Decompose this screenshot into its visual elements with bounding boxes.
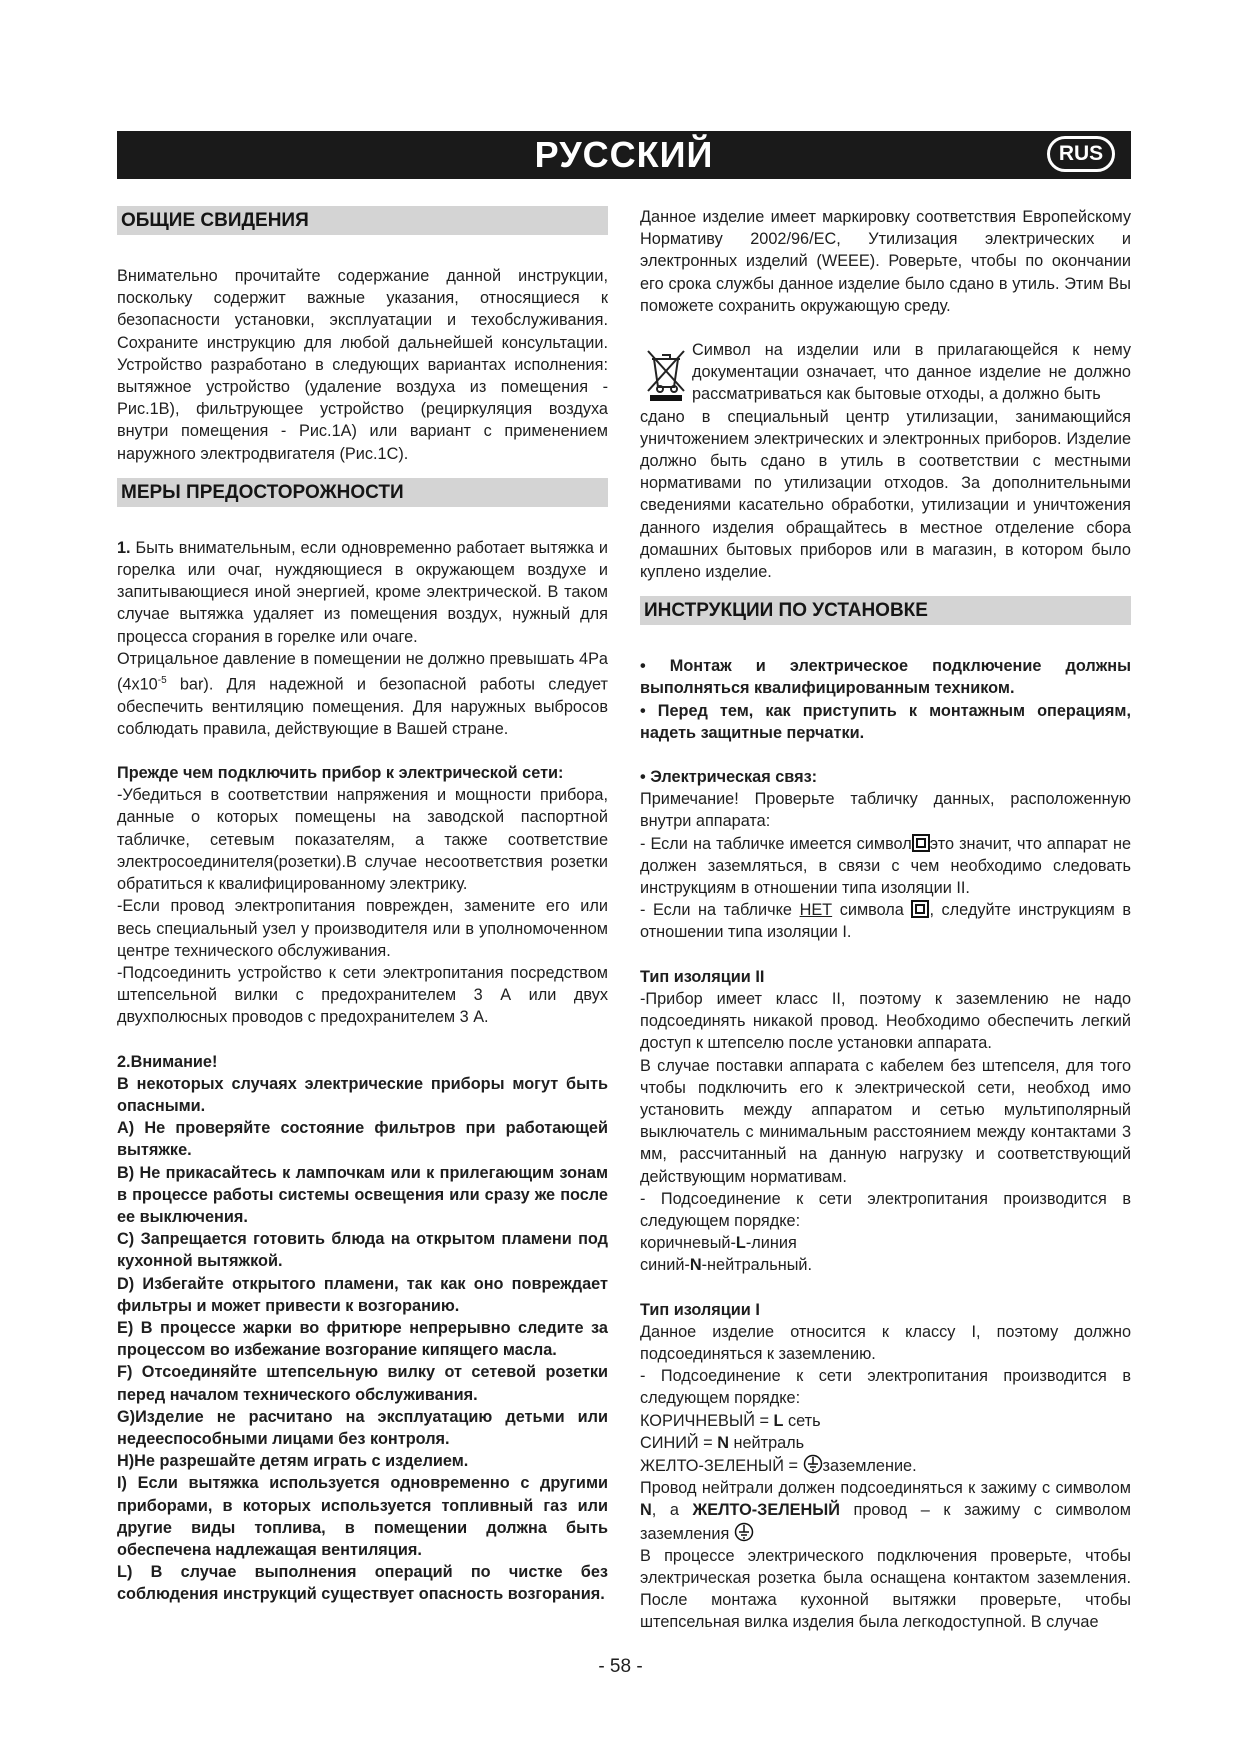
- section-heading-installation: ИНСТРУКЦИИ ПО УСТАНОВКЕ: [640, 596, 1131, 625]
- attention-title: 2.Внимание!: [117, 1052, 218, 1071]
- weee-symbol-lead: Символ на изделии или в прилагающейся к нему документации означает, что данное изделие не должно рассматриваться как бытовые отходы, а должно быть: [692, 341, 1131, 404]
- wire-brown: КОРИЧНЕВЫЙ = L сеть: [640, 1411, 821, 1430]
- page-number: - 58 -: [598, 1656, 643, 1677]
- class1-p2: - Подсоединение к сети электропитания производится в следующем порядке:: [640, 1367, 1131, 1408]
- precaution-1: 1. Быть внимательным, если одновременно работает вытяжка и горелка или очаг, нуждяющиеся в окружающем воздухе и запитывающиеся иной энергией, кроме электрической. В таком случае вытяжка удаляет из помещения воздух, нужный для процесса сгорания в горелке или очаге.: [117, 538, 608, 646]
- class2-p3: - Подсоединение к сети электропитания производится в следующем порядке:: [640, 1189, 1131, 1230]
- attention-intro: В некоторых случаях электрические приборы могут быть опасными.: [117, 1074, 608, 1115]
- section-heading-precautions: МЕРЫ ПРЕДОСТОРОЖНОСТИ: [117, 478, 608, 507]
- right-column: [640, 206, 1131, 1634]
- before-connect-b: -Если провод электропитания поврежден, замените его или весь специальный узел у производителя или в уполномоченном центре технического обслуживания.: [117, 897, 608, 960]
- attention-b: B) Не прикасайтесь к лампочкам или к прилегающим зонам в процессе работы системы освещения или сразу же после ее выключения.: [117, 1163, 608, 1226]
- insulation-class2-title: Тип изоляции II: [640, 967, 765, 986]
- section-heading-general: ОБЩИЕ СВИДЕНИЯ: [117, 206, 608, 235]
- weee-symbol-rest: сдано в специальный центр утилизации, занимающийся уничтожением электрических и электронных приборов. Изделие должно быть сдано в утиль в соответствии с местными нормативами по утилизации отходов. За дополнительными сведениями касательно обработки, утилизации и уничтожения данного изделия обращайтесь в местное отделение сбора домашних бытовых приборов или в магазин, в котором было куплено изделие.: [640, 407, 1131, 582]
- double-square-icon: [912, 834, 930, 852]
- weee-paragraph: Данное изделие имеет маркировку соответствия Европейскому Нормативу 2002/96/EC, Утилизация электрических и электронных изделий (WEEE). Роверьте, чтобы по окончании его срока службы данное изделие было сдано в утиль. Этим Вы поможете сохранить окружающую среду.: [640, 208, 1131, 315]
- attention-i: I) Если вытяжка используется одновременно с другими приборами, в которых используется топливный газ или другие виды топлива, в помещении должна быть обеспечена надлежащая вентиляция.: [117, 1474, 608, 1559]
- class1-p4: В процессе электрического подключения проверьте, чтобы электрическая розетка была оснащена контактом заземления. После монтажа кухонной вытяжки проверьте, чтобы штепсельная вилка изделия была легкодоступной. В случае: [640, 1546, 1131, 1632]
- attention-l: L) В случае выполнения операций по чистке без соблюдения инструкций существует опасность возгорания.: [117, 1563, 608, 1604]
- install-bullet-1: • Монтаж и электрическое подключение должны выполняться квалифицированным техником.: [640, 657, 1131, 698]
- weee-block: [640, 339, 1131, 583]
- wire-blue: СИНИЙ = N нейтраль: [640, 1433, 805, 1452]
- language-badge: RUS: [1047, 136, 1115, 172]
- class1-p1: Данное изделие относится к классу I, поэтому должно подсоединяться к заземлению.: [640, 1322, 1131, 1363]
- general-paragraph: Внимательно прочитайте содержание данной инструкции, поскольку содержит важные указания, относящиеся к безопасности установки, эксплуатации и техобслуживания. Сохраните инструкцию для любой дальнейшей консультации. Устройство разработано в следующих вариантах исполнения: вытяжное устройство (удаление воздуха из помещения - Рис.1B), фильтрующее устройство (рециркуляция воздуха внутри помещения - Рис.1A) или вариант с применением наружного электродвигателя (Рис.1C).: [117, 267, 608, 463]
- before-connect-title: Прежде чем подключить прибор к электрической сети:: [117, 764, 564, 783]
- wire-yellow-green: ЖЕЛТО-ЗЕЛЕНЫЙ = заземление.: [640, 1454, 1131, 1477]
- insulation-class1-title: Тип изоляции I: [640, 1300, 760, 1319]
- attention-h: H)Не разрешайте детям играть с изделием.: [117, 1452, 469, 1471]
- data-plate-note: Примечание! Проверьте табличку данных, расположенную внутри аппарата:: [640, 790, 1131, 831]
- attention-e: E) В процессе жарки во фритюре непрерывно следите за процессом во избежание возгорание кипящего масла.: [117, 1318, 608, 1360]
- before-connect-a: -Убедиться в соответствии напряжения и мощности прибора, данные о которых помещены на заводской паспортной табличке, сетевым показателям, а также соответствие электросоединителя(розетки).В случае несоответствия розетки обратиться к квалифицированному электрику.: [117, 786, 608, 894]
- ground-icon: [734, 1522, 754, 1542]
- attention-a: A) Не проверяйте состояние фильтров при работающей вытяжке.: [117, 1119, 608, 1160]
- class2-p2: В случае поставки аппарата с кабелем без штепселя, для того чтобы подключить его к электрической сети, необход имо установить между аппаратом и сетью мультиполярный выключатель с минимальным расстоянием между контактами 3 мм, рассчитанный на данную нагрузку и соответствующий действующим нормативам.: [640, 1056, 1131, 1186]
- ground-icon: [803, 1454, 823, 1474]
- language-banner: [117, 131, 1131, 179]
- double-square-icon: [911, 900, 929, 918]
- pressure-paragraph: Отрицальное давление в помещении не должно превышать 4Pa ($4x10^{-5}$ bar). Для надежной и безопасной работы следует обеспечить вентиляцию помещения. Для наружных выбросов соблюдать правила, действующие в Вашей стране.: [117, 649, 608, 738]
- install-bullet-2: • Перед тем, как приступить к монтажным операциям, надеть защитные перчатки.: [640, 701, 1131, 742]
- class1-note: - Если на табличке НЕТ символа , следуйте инструкциям в отношении типа изоляции I.: [640, 901, 1131, 942]
- class2-brown: коричневый-L-линия: [640, 1234, 797, 1253]
- attention-c: C) Запрещается готовить блюда на открытом пламени под кухонной вытяжкой.: [117, 1230, 608, 1271]
- class1-p3: Провод нейтрали должен подсоединяться к зажиму с символом N, а ЖЕЛТО-ЗЕЛЕНЫЙ провод – к зажиму с символом заземления: [640, 1479, 1131, 1543]
- class2-note: - Если на табличке имеется символ это значит, что аппарат не должен заземляться, в связи с чем необходимо следовать инструкциям в отношении типа изоляции II.: [640, 834, 1131, 898]
- page-title: РУССКИЙ: [534, 134, 714, 175]
- class2-p1: -Прибор имеет класс II, поэтому к заземлению не надо подсоединять никакой провод. Необходимо обеспечить легкий доступ к штепселю после установки аппарата.: [640, 989, 1131, 1053]
- attention-f: F) Отсоединяйте штепсельную вилку от сетевой розетки перед началом технического обслуживания.: [117, 1363, 608, 1404]
- attention-g: G)Изделие не расчитано на эксплуатацию детьми или недееспособными лицами без контроля.: [117, 1407, 608, 1448]
- attention-d: D) Избегайте открытого пламени, так как оно повреждает фильтры и может привести к возгоранию.: [117, 1274, 608, 1315]
- install-bullet-3: • Электрическая связ:: [640, 768, 818, 787]
- crossed-bin-icon: [644, 347, 688, 401]
- left-column: [117, 206, 608, 1606]
- before-connect-c: -Подсоединить устройство к сети электропитания посредством штепсельной вилки с предохранителем 3 А или двух двухполюсных проводов с предохранителем 3 А.: [117, 963, 608, 1027]
- class2-blue: синий-N-нейтральный.: [640, 1256, 813, 1275]
